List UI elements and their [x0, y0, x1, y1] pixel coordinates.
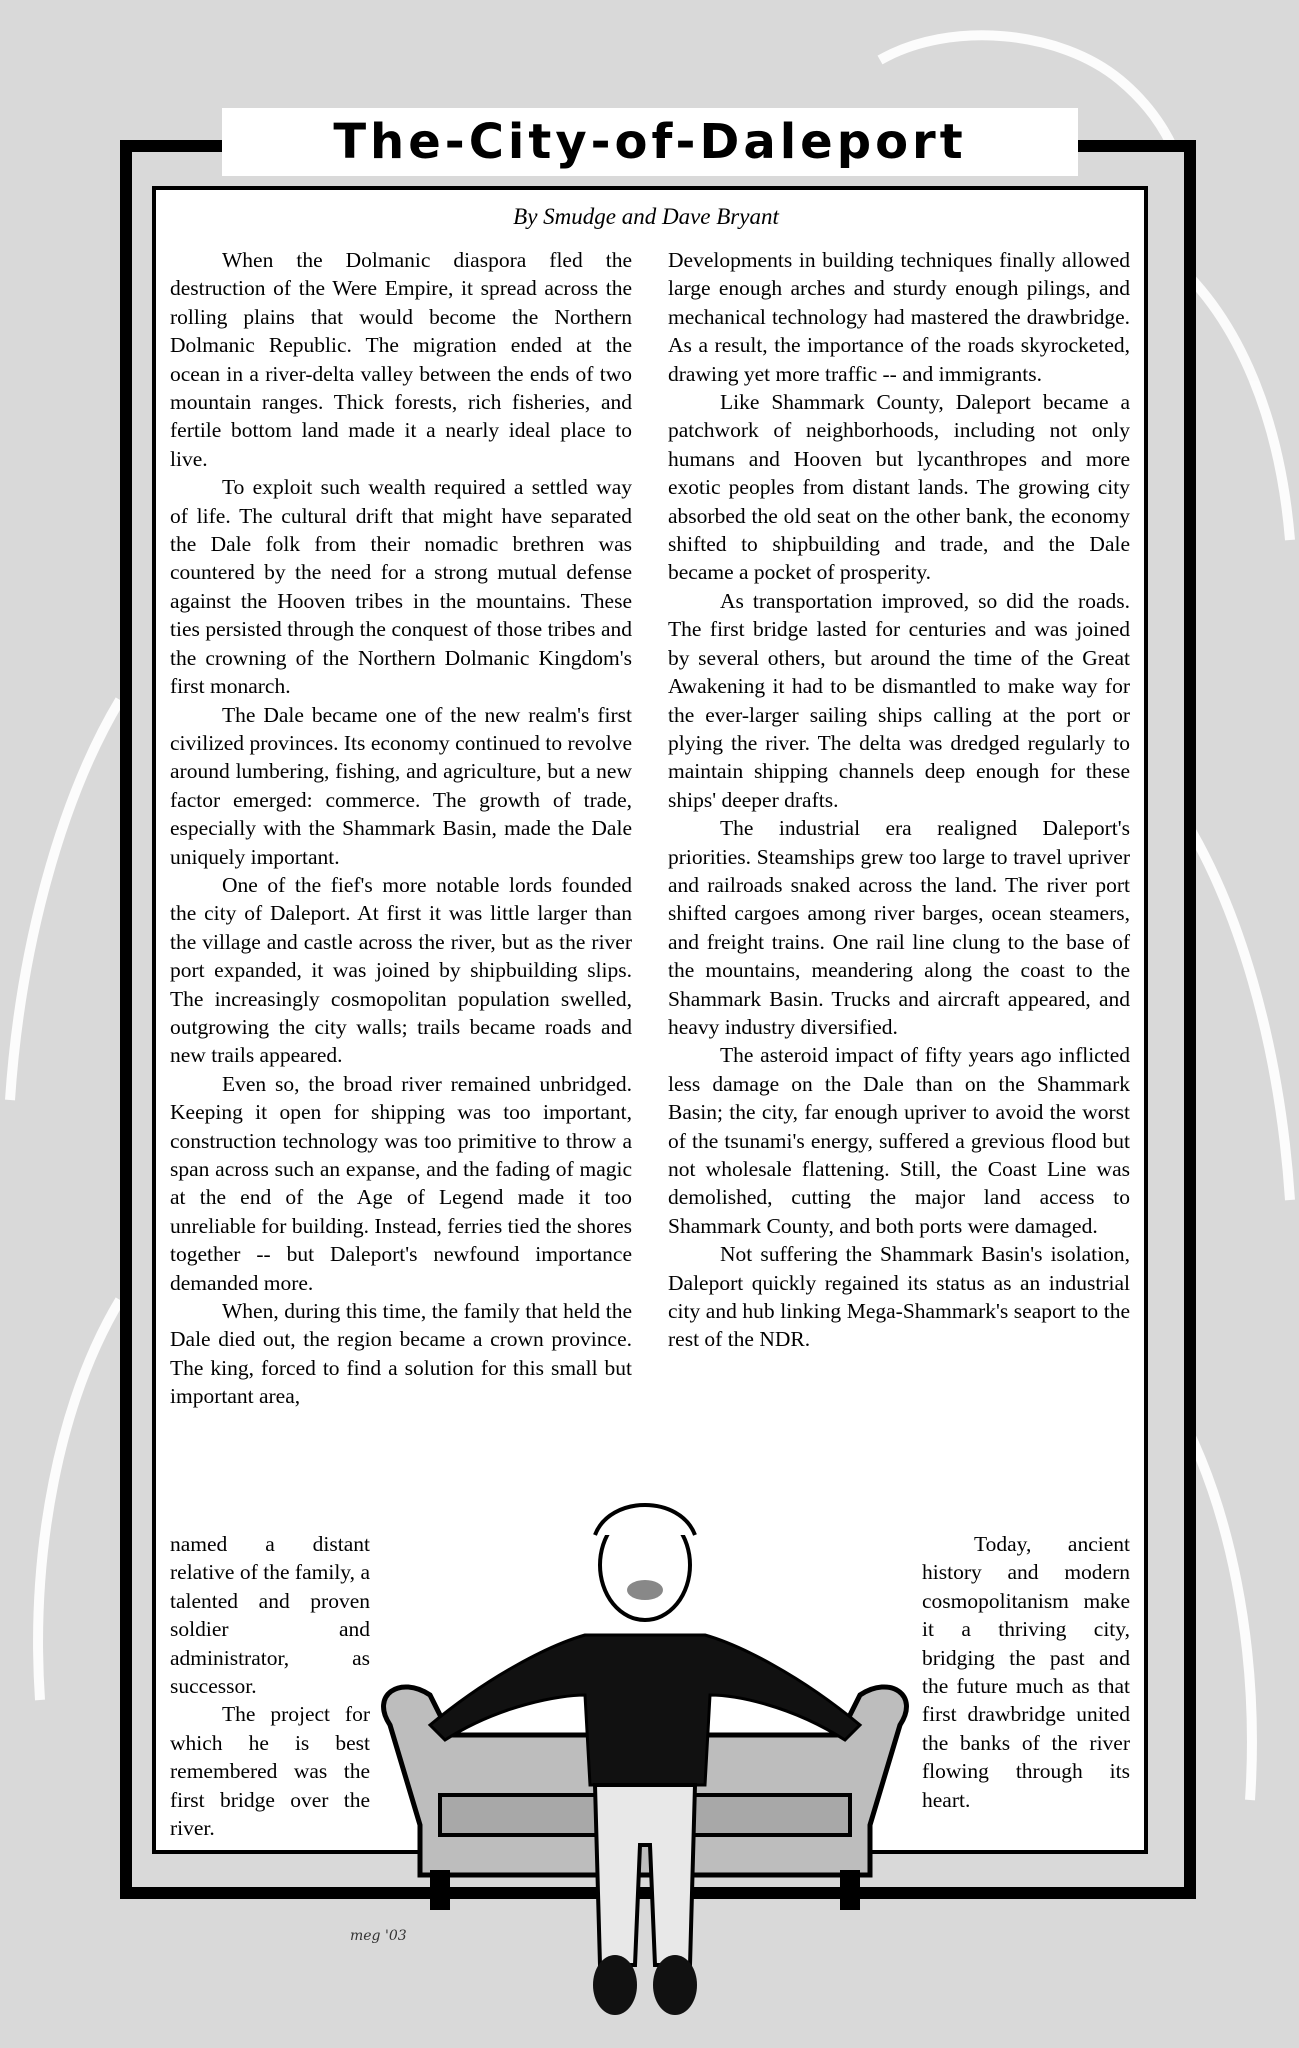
character-on-sofa-illustration: [350, 1495, 920, 2040]
paragraph: When the Dolmanic diaspora fled the destruction of the Were Empire, it spread across the rolling plains that would become the Northern Dolmanic Republic. The migration ended at the ocean in a river-delta valley between the ends of two mountain ranges. Thick forests, rich fisheries, and fertile bottom land made it a nearly ideal place to live.: [170, 248, 632, 471]
paragraph: To exploit such wealth required a settled way of life. The cultural drift that might have separated the Dale folk from their nomadic brethren was countered by the need for a strong mutual defense against the Hooven tribes in the mountains. These ties persisted through the conquest of those tribes and the crowning of the Northern Dolmanic Kingdom's first monarch.: [170, 475, 632, 699]
page-title: The-City-of-Daleport: [333, 114, 967, 170]
paragraph: named a distant relative of the family, a talented and proven soldier and administrator, as successor.: [170, 1532, 370, 1699]
paragraph: One of the fief's more notable lords founded the city of Daleport. At first it was little larger than the village and castle across the river, but as the river port expanded, it was joined by shipbuilding slips. The increasingly cosmopolitan population swelled, outgrowing the city walls; trails became roads and new trails appeared.: [170, 872, 632, 1068]
right-column: [668, 246, 1130, 1354]
paragraph: The Dale became one of the new realm's first civilized provinces. Its economy continued to revolve around lumbering, fishing, and agriculture, but a new factor emerged: commerce. The growth of trade, especially with the Shammark Basin, made the Dale uniquely important.: [170, 702, 632, 869]
left-wrap-text: [170, 1530, 370, 1842]
paragraph: As transportation improved, so did the roads. The first bridge lasted for centuries and was joined by several others, but around the time of the Great Awakening it had to be dismantled to make way for the ever-larger sailing ships calling at the port or plying the river. The delta was dredged regularly to maintain shipping channels deep enough for these ships' deeper drafts.: [668, 588, 1130, 812]
byline: By Smudge and Dave Bryant: [513, 204, 779, 229]
paragraph: Even so, the broad river remained unbridged. Keeping it open for shipping was too important, construction technology was too primitive to throw a span across such an expanse, and the fading of magic at the end of the Age of Legend made it too unreliable for building. Instead, ferries tied the shores together -- but Daleport's newfound importance demanded more.: [170, 1071, 632, 1295]
artist-signature: meg '03: [350, 1928, 407, 1944]
paragraph: Developments in building techniques finally allowed large enough arches and sturdy enough pilings, and mechanical technology had mastered the drawbridge. As a result, the importance of the roads skyrocketed, drawing yet more traffic -- and immigrants.: [668, 248, 1130, 386]
paragraph: The industrial era realigned Daleport's priorities. Steamships grew too large to travel upriver and railroads snaked across the land. The river port shifted cargoes among river barges, ocean steamers, and freight trains. One rail line clung to the base of the mountains, meandering along the coast to the Shammark Basin. Trucks and aircraft appeared, and heavy industry diversified.: [668, 816, 1130, 1039]
paragraph: Not suffering the Shammark Basin's isolation, Daleport quickly regained its status as an industrial city and hub linking Mega-Shammark's seaport to the rest of the NDR.: [668, 1242, 1130, 1352]
paragraph: When, during this time, the family that held the Dale died out, the region became a crown province. The king, forced to find a solution for this small but important area,: [170, 1299, 632, 1409]
paragraph: The project for which he is best remembered was the first bridge over the river.: [170, 1702, 370, 1841]
left-column: [170, 246, 632, 1411]
title-banner: [222, 108, 1078, 176]
paragraph: The asteroid impact of fifty years ago inflicted less damage on the Dale than on the Shammark Basin; the city, far enough upriver to avoid the worst of the tsunami's energy, suffered a grevious flood but not wholesale flattening. Still, the Coast Line was demolished, cutting the major land access to Shammark County, and both ports were damaged.: [668, 1043, 1130, 1238]
paragraph: Today, ancient history and modern cosmopolitanism make it a thriving city, bridging the past and the future much as that first drawbridge united the banks of the river flowing through its heart.: [922, 1532, 1130, 1812]
right-wrap-text: [922, 1530, 1130, 1814]
paragraph: Like Shammark County, Daleport became a patchwork of neighborhoods, including not only humans and Hooven but lycanthropes and more exotic peoples from distant lands. The growing city absorbed the old seat on the other bank, the economy shifted to shipbuilding and trade, and the Dale became a pocket of prosperity.: [668, 390, 1130, 585]
